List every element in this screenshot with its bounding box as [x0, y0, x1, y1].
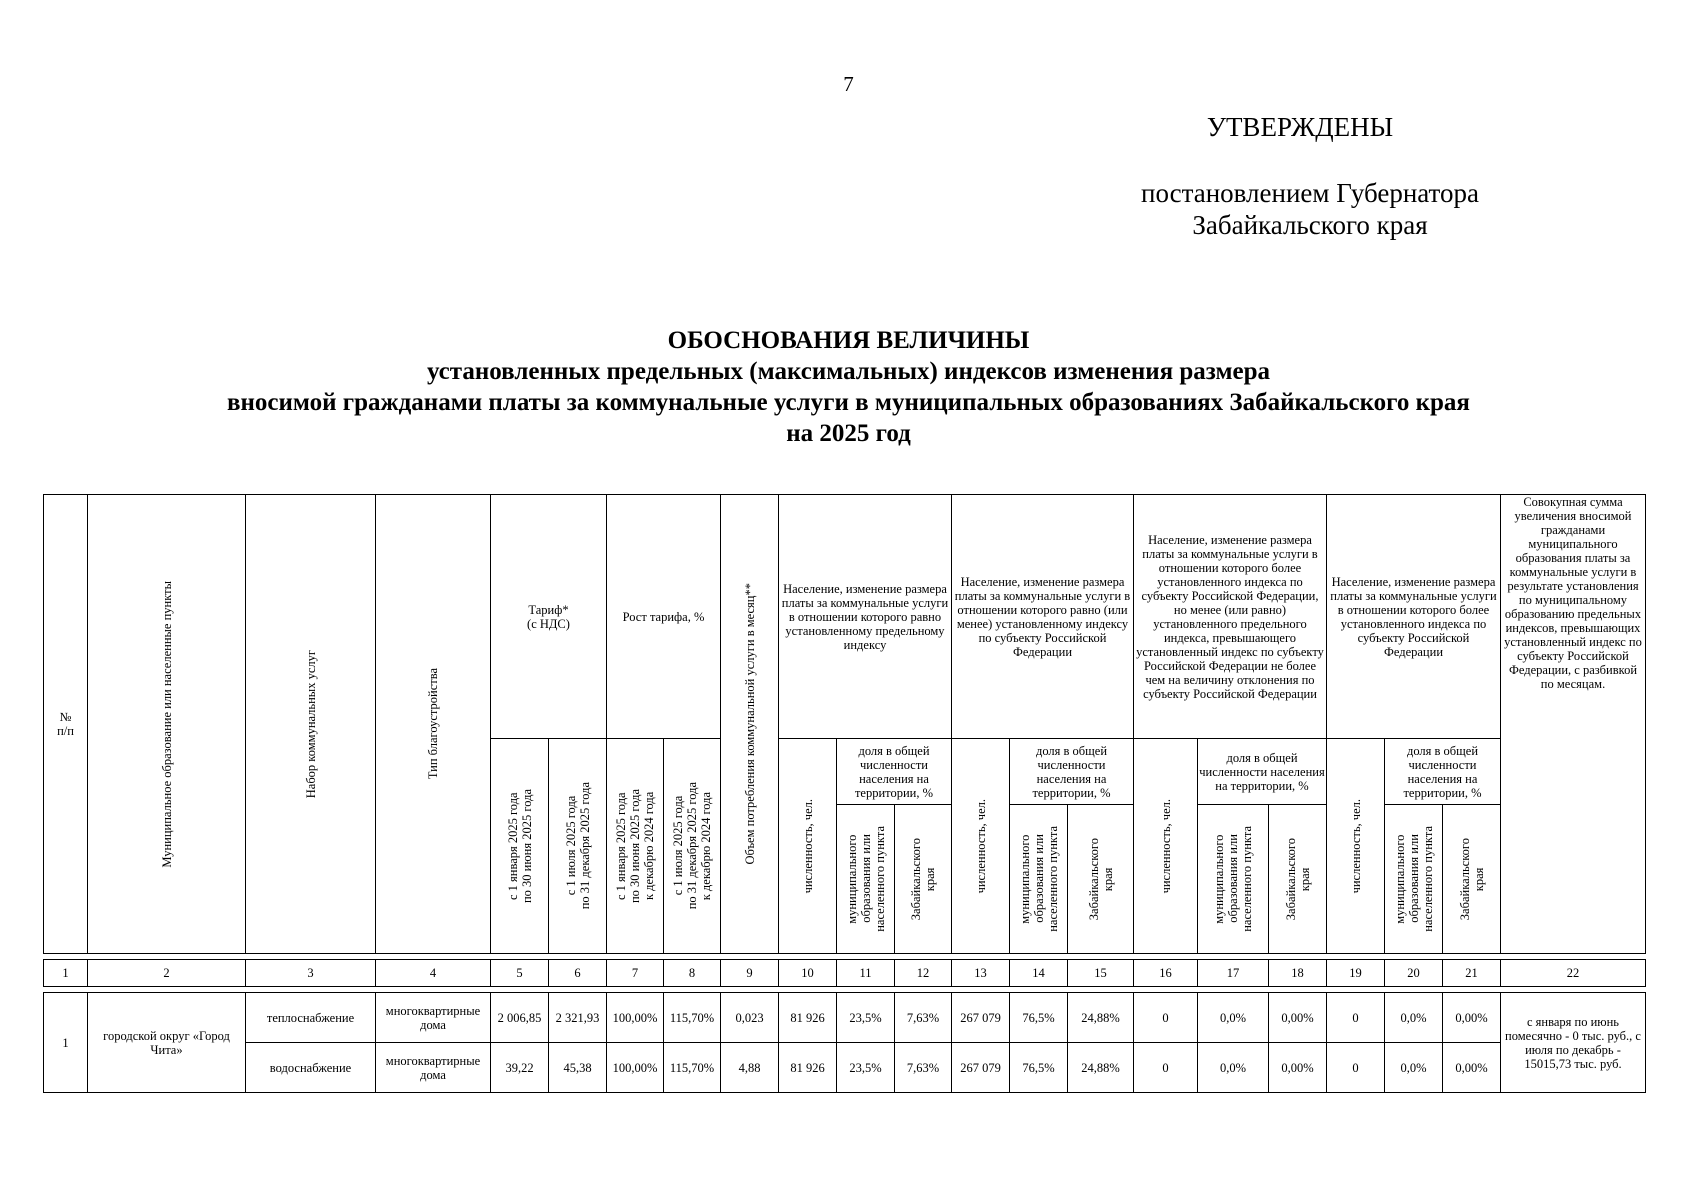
header-share-mun: муниципального образования или населенного пункта: [1385, 805, 1443, 954]
table-row: [44, 1043, 1646, 1093]
row-total: с января по июнь помесячно - 0 тыс. руб., с июля по декабрь - 15015,73 тыс. руб.: [1501, 993, 1646, 1093]
cell: 39,22: [491, 1043, 549, 1093]
cell: 7,63%: [895, 993, 952, 1043]
header-total: Совокупная сумма увеличения вносимой гражданами муниципального образования платы за коммунальные услуги в результате установления по муниципальному образованию предельных индексов, превышающих установленный индекс по субъекту Российской Федерации, с разбивкой по месяцам.: [1501, 495, 1646, 954]
header-share: доля в общей численности населения на территории, %: [837, 739, 952, 805]
header-share-region: Забайкальского края: [1068, 805, 1134, 954]
cell: 2 006,85: [491, 993, 549, 1043]
header-share: доля в общей численности населения на территории, %: [1010, 739, 1134, 805]
header-growth: Рост тарифа, %: [607, 495, 721, 739]
cell: 0,0%: [1385, 1043, 1443, 1093]
column-number: 22: [1501, 960, 1646, 987]
column-number-row: [44, 960, 1646, 987]
header-tariff: Тариф* (с НДС): [491, 495, 607, 739]
header-building-type: Тип благоустройства: [376, 495, 491, 954]
header-count: численность, чел.: [952, 739, 1010, 954]
header-share-mun: муниципального образования или населенного пункта: [837, 805, 895, 954]
header-group3: Население, изменение размера платы за коммунальные услуги в отношении которого более установленного индекса по субъекту Российской Федерации, но менее (или равно) установленного предельного индекса, превышающего установленный индекс по субъекту Российской Федерации не более чем на величину отклонения по субъекту Российской Федерации: [1134, 495, 1327, 739]
column-number: 14: [1010, 960, 1068, 987]
header-share-mun: муниципального образования или населенного пункта: [1198, 805, 1269, 954]
column-number: 20: [1385, 960, 1443, 987]
cell: 267 079: [952, 993, 1010, 1043]
approval-heading: УТВЕРЖДЕНЫ: [1206, 112, 1394, 142]
row-type: многоквартирные дома: [376, 1043, 491, 1093]
cell: 81 926: [779, 1043, 837, 1093]
column-number: 16: [1134, 960, 1198, 987]
column-number: 5: [491, 960, 549, 987]
cell: 0: [1327, 993, 1385, 1043]
cell: 0,0%: [1385, 993, 1443, 1043]
cell: 76,5%: [1010, 1043, 1068, 1093]
column-number: 15: [1068, 960, 1134, 987]
header-group1: Население, изменение размера платы за коммунальные услуги в отношении которого равно установленному предельному индексу: [779, 495, 952, 739]
row-num: 1: [44, 993, 88, 1093]
cell: 115,70%: [664, 993, 721, 1043]
header-count: численность, чел.: [779, 739, 837, 954]
cell: 0: [1134, 1043, 1198, 1093]
header-services: Набор коммунальных услуг: [246, 495, 376, 954]
cell: 100,00%: [607, 1043, 664, 1093]
title-line: ОБОСНОВАНИЯ ВЕЛИЧИНЫ: [667, 327, 1030, 354]
cell: 0,0%: [1198, 1043, 1269, 1093]
header-count: численность, чел.: [1134, 739, 1198, 954]
cell: 0,00%: [1269, 993, 1327, 1043]
cell: 0: [1327, 1043, 1385, 1093]
header-count: численность, чел.: [1327, 739, 1385, 954]
cell: 267 079: [952, 1043, 1010, 1093]
header-share-region: Забайкальского края: [1269, 805, 1327, 954]
column-number: 18: [1269, 960, 1327, 987]
title-line: на 2025 год: [786, 420, 911, 447]
header-share: доля в общей численности населения на территории, %: [1385, 739, 1501, 805]
approval-block: [1105, 112, 1515, 241]
header-growth-p2: с 1 июля 2025 года по 31 декабря 2025 года к декабрю 2024 года: [664, 739, 721, 954]
column-number: 4: [376, 960, 491, 987]
column-number: 11: [837, 960, 895, 987]
column-number: 13: [952, 960, 1010, 987]
cell: 4,88: [721, 1043, 779, 1093]
header-share-region: Забайкальского края: [895, 805, 952, 954]
cell: 0,00%: [1443, 993, 1501, 1043]
cell: 45,38: [549, 1043, 607, 1093]
column-number: 9: [721, 960, 779, 987]
cell: 23,5%: [837, 1043, 895, 1093]
header-tariff-p1: с 1 января 2025 года по 30 июня 2025 года: [491, 739, 549, 954]
approval-line: постановлением Губернатора: [1141, 178, 1479, 208]
row-service: водоснабжение: [246, 1043, 376, 1093]
document-title: [0, 325, 1697, 449]
cell: 7,63%: [895, 1043, 952, 1093]
header-share-region: Забайкальского края: [1443, 805, 1501, 954]
column-number: 7: [607, 960, 664, 987]
column-number: 8: [664, 960, 721, 987]
column-number: 2: [88, 960, 246, 987]
cell: 0: [1134, 993, 1198, 1043]
cell: 115,70%: [664, 1043, 721, 1093]
title-line: вносимой гражданами платы за коммунальные услуги в муниципальных образованиях Забайкальского края: [227, 389, 1470, 416]
cell: 0,0%: [1198, 993, 1269, 1043]
cell: 0,023: [721, 993, 779, 1043]
header-group2: Население, изменение размера платы за коммунальные услуги в отношении которого равно (или менее) установленному индексу по субъекту Российской Федерации: [952, 495, 1134, 739]
cell: 100,00%: [607, 993, 664, 1043]
cell: 81 926: [779, 993, 837, 1043]
row-municipality: городской округ «Город Чита»: [88, 993, 246, 1093]
cell: 0,00%: [1443, 1043, 1501, 1093]
column-number: 21: [1443, 960, 1501, 987]
table-row: [44, 993, 1646, 1043]
header-municipality: Муниципальное образование или населенные пункты: [88, 495, 246, 954]
header-share-mun: муниципального образования или населенного пункта: [1010, 805, 1068, 954]
header-num: № п/п: [44, 495, 88, 954]
cell: 24,88%: [1068, 1043, 1134, 1093]
approval-line: Забайкальского края: [1192, 210, 1428, 240]
cell: 24,88%: [1068, 993, 1134, 1043]
justification-table: [43, 494, 1646, 1093]
header-volume: Объем потребления коммунальной услуги в месяц**: [721, 495, 779, 954]
row-service: теплоснабжение: [246, 993, 376, 1043]
column-number: 19: [1327, 960, 1385, 987]
title-line: установленных предельных (максимальных) индексов изменения размера: [426, 358, 1271, 385]
header-tariff-p2: с 1 июля 2025 года по 31 декабря 2025 года: [549, 739, 607, 954]
cell: 0,00%: [1269, 1043, 1327, 1093]
header-share: доля в общей численности населения на территории, %: [1198, 739, 1327, 805]
page-number: 7: [843, 72, 854, 96]
column-number: 10: [779, 960, 837, 987]
column-number: 3: [246, 960, 376, 987]
header-growth-p1: с 1 января 2025 года по 30 июня 2025 года к декабрю 2024 года: [607, 739, 664, 954]
column-number: 1: [44, 960, 88, 987]
cell: 23,5%: [837, 993, 895, 1043]
column-number: 17: [1198, 960, 1269, 987]
header-group4: Население, изменение размера платы за коммунальные услуги в отношении которого более установленного индекса по субъекту Российской Федерации: [1327, 495, 1501, 739]
column-number: 12: [895, 960, 952, 987]
column-number: 6: [549, 960, 607, 987]
row-type: многоквартирные дома: [376, 993, 491, 1043]
cell: 2 321,93: [549, 993, 607, 1043]
cell: 76,5%: [1010, 993, 1068, 1043]
